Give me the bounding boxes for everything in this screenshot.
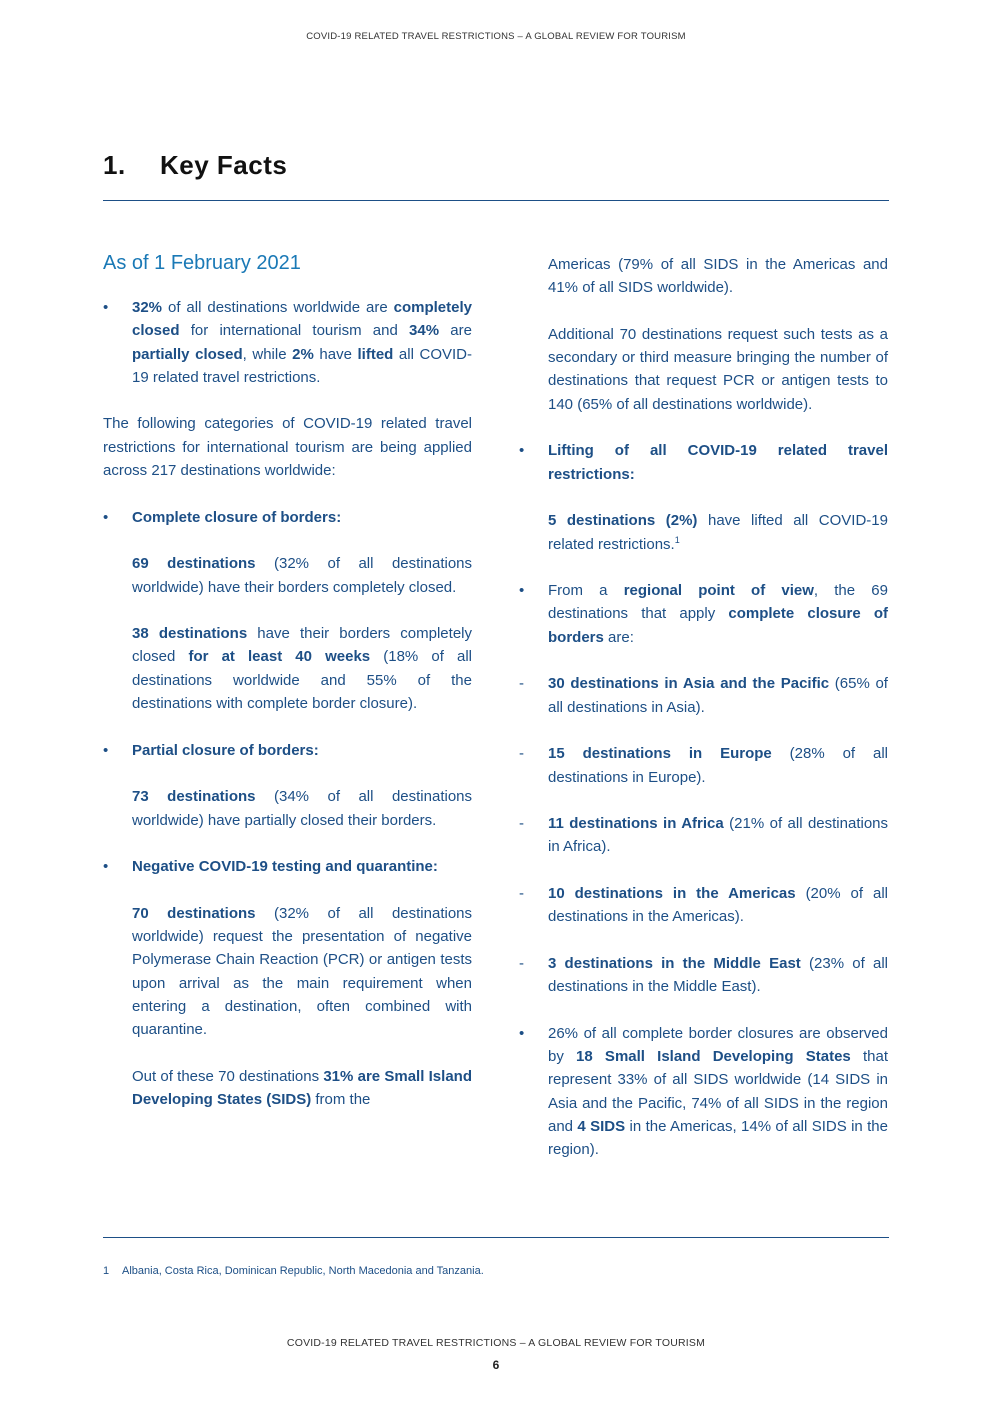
bullet-lifting [519, 439, 888, 555]
bullet-heading [132, 855, 472, 878]
left-column [103, 250, 472, 1111]
strong-text: 69 destinations [132, 555, 256, 573]
page-number: 6 [492, 1358, 500, 1372]
complete-closure-p1 [132, 552, 472, 599]
text: for international tourism and [179, 322, 410, 340]
text: have their borders completely closed [132, 625, 472, 666]
dash-marker: - [519, 815, 524, 833]
bullet-marker: • [103, 508, 109, 526]
footnote-divider [103, 1237, 889, 1238]
bullet-regional-view [519, 579, 888, 649]
strong-text: 11 destinations in Africa [548, 815, 724, 833]
strong-text: 18 Small Island Developing States [576, 1048, 851, 1066]
text: that represent 33% of all SIDS worldwide (14 SIDS in Asia and the Pacific, 74% of all SIDS in the region and [548, 1048, 889, 1135]
dash-marker: - [519, 885, 524, 903]
text: have lifted all COVID-19 related restrictions. [548, 512, 888, 553]
strong-text: 34% [409, 322, 440, 340]
lifting-p1 [548, 509, 888, 556]
running-footer: COVID-19 RELATED TRAVEL RESTRICTIONS – A GLOBAL REVIEW FOR TOURISM [286, 1337, 706, 1349]
testing-p2 [132, 1065, 472, 1112]
text: all COVID-19 related travel restrictions. [132, 345, 472, 386]
text: are [439, 322, 472, 340]
dash-marker: - [519, 745, 524, 763]
text: (21% of all destinations in Africa). [548, 815, 888, 856]
region-item [519, 672, 888, 719]
bullet-partial-closure [103, 739, 472, 832]
intro-paragraph: The following categories of COVID-19 related travel restrictions for international tourism are being applied across 217 destinations worldwide: [103, 415, 472, 480]
strong-text: Partial closure of borders: [132, 741, 319, 759]
bullet-heading [548, 439, 888, 486]
bullet-marker: • [103, 299, 109, 316]
complete-closure-p2 [132, 622, 472, 715]
strong-text: Complete closure of borders: [132, 508, 342, 526]
strong-text: lifted [357, 345, 394, 363]
region-item [519, 882, 888, 929]
text: in the Americas, 14% of all SIDS in the region). [548, 1117, 888, 1159]
region-item [519, 812, 888, 859]
section-title-text: Key Facts [160, 150, 288, 180]
text: , while [242, 345, 293, 363]
strong-text: completely closed [132, 299, 472, 340]
regional-paragraph [548, 579, 888, 649]
additional-tests-paragraph: Additional 70 destinations request such tests as a secondary or third measure bringing the number of destinations that request PCR or antigen tests to 140 (65% of all destinations worldwide). [548, 325, 888, 413]
summary-paragraph [132, 296, 472, 389]
text: of all destinations worldwide are [162, 299, 394, 316]
text: (20% of all destinations in the Americas). [548, 885, 888, 926]
strong-text: complete closure of borders [548, 605, 889, 646]
bullet-marker: • [519, 1024, 525, 1042]
testing-p1 [132, 902, 472, 1042]
text: 26% of all complete border closures are observed by [548, 1024, 888, 1066]
text: (32% of all destinations worldwide) have their borders completely closed. [132, 555, 472, 596]
text: (28% of all destinations in Europe). [548, 745, 888, 786]
bullet-marker: • [103, 858, 109, 876]
strong-text: 5 destinations (2%) [548, 512, 698, 530]
bullet-summary [103, 296, 472, 389]
bullet-marker: • [519, 582, 525, 600]
strong-text: 3 destinations in the Middle East [548, 954, 801, 972]
bullet-heading [132, 739, 472, 762]
text: , the 69 destinations that apply [548, 582, 888, 623]
text: Out of these 70 destinations [132, 1067, 324, 1085]
footnote-number: 1 [103, 1265, 110, 1277]
partial-closure-p1 [132, 785, 472, 832]
strong-text: 15 destinations in Europe [548, 745, 772, 763]
text: from the [311, 1091, 371, 1109]
dash-marker: - [519, 675, 524, 693]
right-column [519, 253, 888, 1162]
bullet-marker: • [519, 442, 525, 460]
text: From a [548, 582, 624, 600]
section-title [103, 150, 287, 181]
strong-text: regional point of view [623, 582, 814, 600]
strong-text: 2% [292, 345, 314, 363]
strong-text: 31% are Small Island Developing States (SIDS) [132, 1067, 472, 1109]
date-subheading: As of 1 February 2021 [103, 252, 301, 274]
bullet-heading [132, 506, 472, 529]
text: have [313, 345, 358, 363]
strong-text: for at least 40 weeks [188, 648, 371, 666]
text: are: [603, 628, 634, 646]
strong-text: Negative COVID-19 testing and quarantine: [132, 858, 438, 876]
text: (34% of all destinations worldwide) have partially closed their borders. [132, 788, 472, 829]
text: (65% of all destinations in Asia). [548, 675, 888, 716]
continued-paragraph: Americas (79% of all SIDS in the Americas and 41% of all SIDS worldwide). [548, 256, 888, 297]
bullet-testing-quarantine [103, 855, 472, 1111]
strong-text: 30 destinations in Asia and the Pacific [548, 675, 830, 693]
footnote [103, 1265, 484, 1277]
bullet-complete-closure [103, 506, 472, 716]
text: (23% of all destinations in the Middle East). [548, 954, 888, 996]
strong-text: Lifting of all COVID-19 related travel restrictions: [548, 442, 888, 483]
title-divider [103, 200, 889, 201]
footnote-text: Albania, Costa Rica, Dominican Republic, North Macedonia and Tanzania. [122, 1265, 484, 1277]
strong-text: 10 destinations in the Americas [548, 885, 796, 903]
bullet-sids-closures [519, 1022, 888, 1162]
strong-text: 73 destinations [132, 788, 256, 806]
dash-marker: - [519, 954, 524, 972]
strong-text: 38 destinations [132, 625, 248, 643]
strong-text: 70 destinations [132, 904, 256, 922]
region-item [519, 952, 888, 999]
running-header: COVID-19 RELATED TRAVEL RESTRICTIONS – A GLOBAL REVIEW FOR TOURISM [306, 31, 686, 42]
section-number: 1. [103, 150, 126, 180]
strong-text: 32% [132, 299, 163, 316]
region-item [519, 742, 888, 789]
text: (18% of all destinations worldwide and 55% of the destinations with complete border closure). [132, 648, 472, 713]
text: (32% of all destinations worldwide) request the presentation of negative Polymerase Chain Reaction (PCR) or antigen tests upon arrival as the main requirement when entering a destination, often combined with quarantine. [132, 904, 472, 1039]
strong-text: 4 SIDS [577, 1117, 626, 1135]
strong-text: partially closed [132, 345, 243, 363]
footnote-reference[interactable]: 1 [674, 534, 680, 545]
sids-paragraph [548, 1022, 888, 1162]
bullet-marker: • [103, 741, 109, 759]
